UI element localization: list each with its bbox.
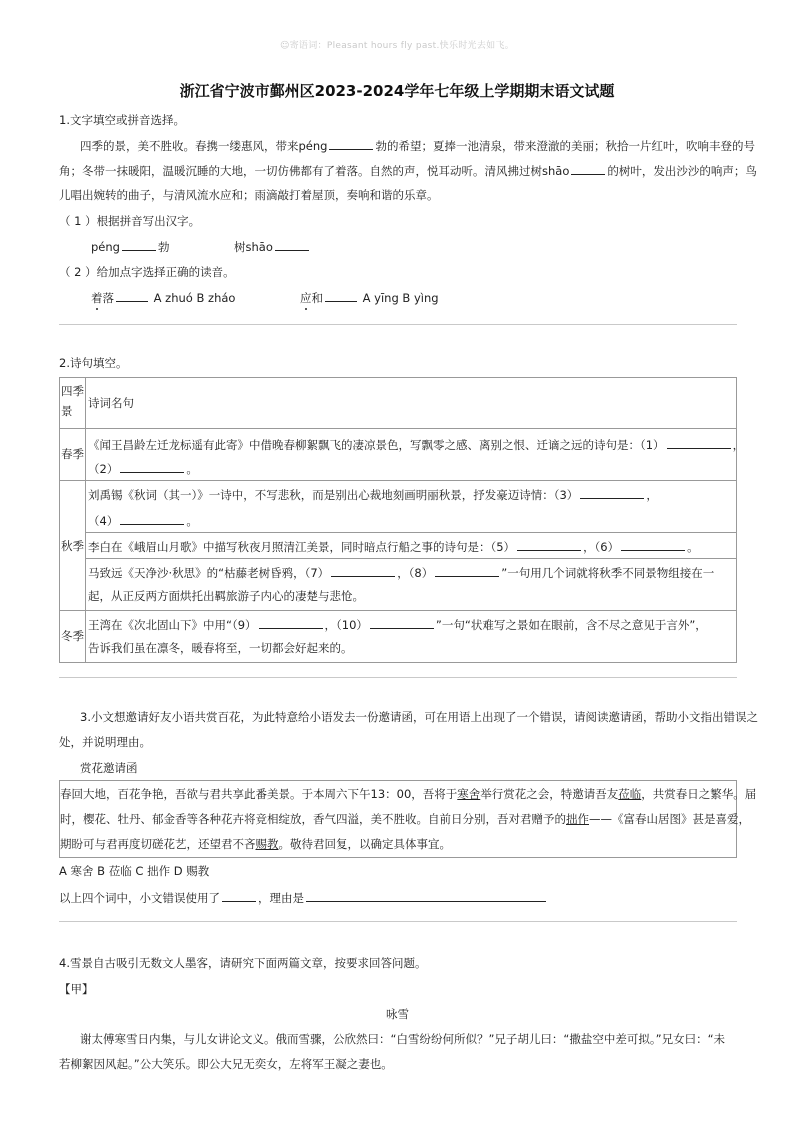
q1-sub2: （ 2 ）给加点字选择正确的读音。 — [59, 265, 235, 279]
poem-text: ”一句“状难写之景如在眼前，含不尽之意见于言外”， — [435, 618, 707, 632]
divider — [59, 324, 737, 325]
q2-heading: 2.诗句填空。 — [59, 356, 128, 370]
table-header-season — [61, 383, 85, 419]
essay-para-line-1: 谢太傅寒雪日内集，与儿女讲论文义。俄而雪骤，公欣然曰：“白雪纷纷何所似？”兄子胡儿曰：“撒盐空中差可拟。”兄女曰：“未 — [80, 1032, 726, 1046]
answer-blank-5[interactable] — [517, 538, 581, 551]
inv-text: 期盼可与君再度切磋花艺，还望君不吝 — [60, 837, 256, 851]
underlined-word: 莅临 — [618, 787, 642, 801]
table-row-divider — [85, 532, 737, 533]
q1-sub2-char: 和 — [311, 291, 323, 305]
header-text: 景 — [61, 404, 73, 418]
answer-blank-8[interactable] — [435, 564, 499, 577]
poem-text: 《闻王昌龄左迁龙标遥有此寄》中借晚春柳絮飘飞的凄凉景色，写飘零之感、离别之恨、迁谪之远的诗句是：（1） — [88, 438, 665, 452]
q4-heading: 4.雪景自古吸引无数文人墨客，请研究下面两篇文章，按要求回答问题。 — [59, 956, 427, 970]
season-autumn: 秋季 — [61, 539, 84, 553]
poem-text: 。 — [186, 462, 198, 476]
spring-line-2 — [88, 460, 198, 477]
answer-blank-6[interactable] — [621, 538, 685, 551]
q3-options: A 寒舍 B 莅临 C 拙作 D 赐教 — [59, 864, 210, 878]
essay-para-line-2: 若柳絮因风起。”公大笑乐。即公大兄无奕女，左将军王凝之妻也。 — [59, 1057, 393, 1071]
poem-table — [59, 377, 745, 663]
essay-title: 咏雪 — [386, 1007, 409, 1021]
answer-blank[interactable] — [116, 289, 148, 302]
table-row-divider — [60, 428, 736, 429]
answer-blank[interactable] — [325, 289, 357, 302]
q1-text: 角；冬带一抹暖阳，温暖沉睡的大地，一切仿佛都有了着落。自然的声，悦耳动听。清风拂过树shāo — [59, 164, 570, 178]
q1-passage-line-3: 儿唱出婉转的曲子，与清风流水应和；雨滴敲打着屋顶，奏响和谐的乐章。 — [59, 188, 439, 202]
q1-sub1-char: 勃 — [157, 240, 170, 254]
autumn-line-2 — [88, 512, 198, 529]
q1-sub2-options: A yīng B yìng — [362, 291, 439, 305]
q1-heading: 1.文字填空或拼音选择。 — [59, 113, 185, 127]
answer-blank-3[interactable] — [580, 486, 644, 499]
q1-blank-peng[interactable] — [329, 137, 373, 150]
autumn-line-3 — [88, 538, 699, 555]
q1-sub2-item-a — [91, 289, 235, 306]
poem-text: ，（6） — [583, 540, 620, 554]
q1-passage-line-2 — [59, 162, 757, 179]
table-row-divider — [85, 558, 737, 559]
answer-blank-2[interactable] — [120, 460, 184, 473]
q1-text: 勃的希望；夏捧一池清泉，带来澄澈的美丽；秋拾一片红叶，吹响丰登的号 — [375, 139, 755, 153]
invitation-line-2 — [60, 811, 750, 827]
invitation-line-1 — [60, 786, 756, 802]
poem-text: ”一句用几个词就将秋季不同景物组接在一 — [501, 566, 715, 580]
poem-text: ，（10） — [324, 618, 368, 632]
invitation-line-3 — [60, 836, 451, 852]
poem-text: 王湾在《次北固山下》中用“（9） — [88, 618, 257, 632]
season-spring: 春季 — [61, 447, 84, 461]
poem-text: ， — [646, 488, 658, 502]
inv-text: ，共赏春日之繁华。届 — [641, 787, 757, 801]
poem-text: （4） — [88, 514, 119, 528]
inv-text: ——《富春山居图》甚是喜爱， — [589, 812, 750, 826]
autumn-line-1 — [88, 486, 658, 503]
table-row-divider — [60, 610, 736, 611]
q3-answer-line — [59, 889, 548, 906]
season-winter: 冬季 — [61, 629, 84, 643]
q1-sub2-item-b — [300, 289, 439, 306]
spring-line-1 — [88, 436, 744, 453]
page-title: 浙江省宁波市鄞州区2023-2024学年七年级上学期期末语文试题 — [179, 82, 615, 100]
underlined-word: 寒舍 — [457, 787, 481, 801]
winter-line-2: 告诉我们虽在凛冬，暖春将至，一切都会好起来的。 — [88, 641, 353, 655]
underlined-word: 赐教 — [255, 837, 279, 851]
inv-text: 举行赏花之会，特邀请吾友 — [480, 787, 619, 801]
inv-text: 。敬待君回复，以确定具体事宜。 — [278, 837, 451, 851]
q1-sub2-char: 落 — [102, 291, 114, 305]
q4-bracket-label: 【甲】 — [59, 982, 94, 996]
autumn-line-4 — [88, 564, 714, 581]
q1-text: 四季的景，美不胜收。春携一缕惠风，带来péng — [80, 139, 328, 153]
poem-text: ， — [732, 438, 745, 452]
q3-text: 以上四个词中，小文错误使用了 — [59, 891, 220, 905]
q1-sub1-pinyin: 树shāo — [234, 240, 273, 254]
q1-blank-shao[interactable] — [571, 162, 605, 175]
q1-sub1-pinyin: péng — [91, 240, 120, 254]
autumn-line-5: 起，从正反两方面烘托出羁旅游子内心的凄楚与悲怆。 — [88, 589, 364, 603]
answer-blank-word[interactable] — [222, 889, 256, 902]
q1-sub1-item-b — [234, 238, 311, 255]
answer-blank-9[interactable] — [259, 616, 323, 629]
underlined-word: 拙作 — [566, 812, 589, 826]
answer-blank-10[interactable] — [370, 616, 434, 629]
answer-blank-reason[interactable] — [306, 889, 546, 902]
answer-blank-1[interactable] — [667, 436, 731, 449]
dotted-char: 应 — [300, 291, 312, 305]
answer-blank[interactable] — [122, 238, 156, 251]
inv-text: 春回大地，百花争艳，吾欲与君共享此番美景。于本周六下午13：00，吾将于 — [60, 787, 458, 801]
q1-sub2-options: A zhuó B zháo — [153, 291, 236, 305]
header-text: 四季 — [61, 384, 84, 398]
q1-text: 的树叶，发出沙沙的响声；鸟 — [607, 164, 757, 178]
dotted-char: 着 — [91, 291, 103, 305]
table-row-divider — [60, 480, 736, 481]
poem-text: 马致远《天净沙·秋思》的“枯藤老树昏鸦，（7） — [88, 566, 330, 580]
header-motto: ☺寄语词：Pleasant hours fly past.快乐时光去如飞。 — [279, 41, 515, 51]
poem-text: 李白在《峨眉山月歌》中描写秋夜月照清江美景，同时暗点行船之事的诗句是：（5） — [88, 540, 516, 554]
table-header-poems: 诗词名句 — [88, 396, 134, 410]
divider — [59, 921, 737, 922]
q1-passage-line-1 — [80, 137, 755, 154]
answer-blank[interactable] — [275, 238, 309, 251]
poem-text: 。 — [186, 514, 198, 528]
table-col-divider — [85, 378, 86, 662]
poem-text: ，（8） — [397, 566, 434, 580]
poem-text: 。 — [687, 540, 699, 554]
q3-text: ，理由是 — [258, 891, 304, 905]
q3-intro-line-2: 处，并说明理由。 — [59, 735, 151, 749]
q1-sub1-item-a — [91, 238, 169, 255]
invitation-title: 赏花邀请函 — [80, 761, 138, 775]
q1-sub1: （ 1 ）根据拼音写出汉字。 — [59, 214, 201, 228]
q3-intro-line-1: 3.小文想邀请好友小语共赏百花，为此特意给小语发去一份邀请函，可在用语上出现了一个错误，请阅读邀请函，帮助小文指出错误之 — [80, 710, 758, 724]
winter-line-1 — [88, 616, 707, 633]
poem-text: 刘禹锡《秋词（其一）》一诗中，不写悲秋，而是别出心裁地刻画明丽秋景，抒发豪迈诗情：（3） — [88, 488, 579, 502]
answer-blank-4[interactable] — [120, 512, 184, 525]
poem-text: （2） — [88, 462, 119, 476]
divider — [59, 677, 737, 678]
answer-blank-7[interactable] — [331, 564, 395, 577]
inv-text: 时，樱花、牡丹、郁金香等各种花卉将竞相绽放，香气四溢，美不胜收。自前日分别，吾对君赠予的 — [60, 812, 566, 826]
